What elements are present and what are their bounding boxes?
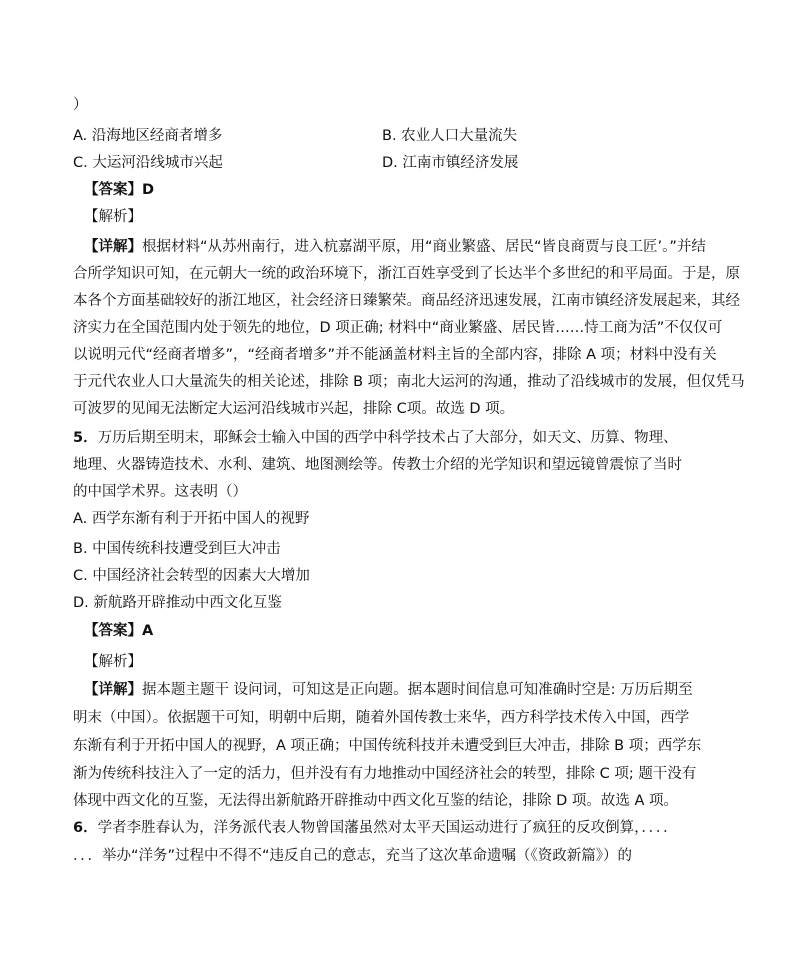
q5-option-d: D. 新航路开辟推动中西文化互鉴 [73, 595, 282, 611]
q6-stem-line-2: ．．．举办“洋务”过程中不得不“违反自己的意志，充当了这次革命遗嘱（《资政新篇》）的 [73, 848, 633, 864]
q5-detail-line-4: 渐为传统科技注入了一定的活力，但并没有有力地推动中国经济社会的转型，排除 C 项; 题干没有 [73, 766, 697, 782]
q5-option-b: B. 中国传统科技遭受到巨大冲击 [73, 541, 281, 557]
q5-detail-line-3: 东渐有利于开拓中国人的视野，A 项正确；中国传统科技并未遭受到巨大冲击，排除 B 项；西学东 [73, 738, 702, 754]
answer-value: A [142, 623, 154, 639]
q5-detail-line-2: 明末（中国）。依据题干可知，明朝中后期，随着外国传教士来华，西方科学技术传入中国，西学 [73, 710, 690, 726]
q4-detail-line-4: 济实力在全国范围内处于领先的地位，D 项正确; 材料中“商业繁盛、居民皆……恃工商为活”不仅仅可 [73, 320, 723, 336]
q5-option-a: A. 西学东渐有利于开拓中国人的视野 [73, 511, 310, 527]
question-number: 6． [73, 820, 98, 836]
q4-detail-line-5: 以说明元代“经商者增多”，“经商者增多”并不能涵盖材料主旨的全部内容，排除 A 项；材料中没有关 [73, 347, 717, 363]
question-number: 5． [73, 430, 98, 446]
answer-tag: 【答案】 [84, 182, 142, 198]
answer-value: D [142, 182, 155, 198]
q4-answer [84, 180, 154, 200]
q5-option-c: C. 中国经济社会转型的因素大大增加 [73, 568, 310, 584]
q4-option-a: A. 沿海地区经商者增多 [73, 128, 223, 144]
q5-detail-line-1: 【详解】据本题主题干 设问词，可知这是正向题。据本题时间信息可知准确时空是: 万历后期至 [84, 682, 693, 698]
q5-stem-line-3: 的中国学术界。这表明（） [73, 484, 247, 500]
q4-detail-line-7: 可波罗的见闻无法断定大运河沿线城市兴起，排除 C项。故选 D 项。 [73, 401, 515, 417]
q5-answer [84, 621, 153, 641]
question-4-stem-tail: ） [73, 97, 88, 113]
q6-stem-line-1: 6．学者李胜春认为，洋务派代表人物曾国藩虽然对太平天国运动进行了疯狂的反攻倒算，．．．． [73, 820, 678, 836]
q4-detail-line-3: 本各个方面基础较好的浙江地区，社会经济日臻繁荣。商品经济迅速发展，江南市镇经济发展起来，其经 [73, 293, 740, 309]
q4-analysis-tag: 【解析】 [84, 209, 142, 225]
q4-detail-line-6: 于元代农业人口大量流失的相关论述，排除 B 项；南北大运河的沟通，推动了沿线城市的发展，但仅凭马 [73, 374, 745, 390]
detail-tag: 【详解】 [84, 239, 142, 255]
q4-detail-line-1: 【详解】根据材料“从苏州南行，进入杭嘉湖平原，用“商业繁盛、居民“皆良商贾与良工匠’。”并结 [84, 239, 706, 255]
q4-option-d: D. 江南市镇经济发展 [382, 155, 519, 171]
q4-option-b: B. 农业人口大量流失 [382, 128, 518, 144]
q5-analysis-tag: 【解析】 [84, 654, 142, 670]
q4-detail-line-2: 合所学知识可知，在元朝大一统的政治环境下，浙江百姓享受到了长达半个多世纪的和平局面。于是，原 [73, 266, 740, 282]
q4-option-c: C. 大运河沿线城市兴起 [73, 155, 223, 171]
answer-tag: 【答案】 [84, 623, 142, 639]
q5-detail-line-5: 体现中西文化的互鉴，无法得出新航路开辟推动中西文化互鉴的结论，排除 D 项。故选 A 项。 [73, 793, 679, 809]
q5-stem-line-1: 5．万历后期至明末，耶稣会士输入中国的西学中科学技术占了大部分，如天文、历算、物理、 [73, 430, 678, 446]
q5-stem-line-2: 地理、火器铸造技术、水利、建筑、地图测绘等。传教士介绍的光学知识和望远镜曾震惊了当时 [73, 457, 682, 473]
detail-tag: 【详解】 [84, 682, 142, 698]
